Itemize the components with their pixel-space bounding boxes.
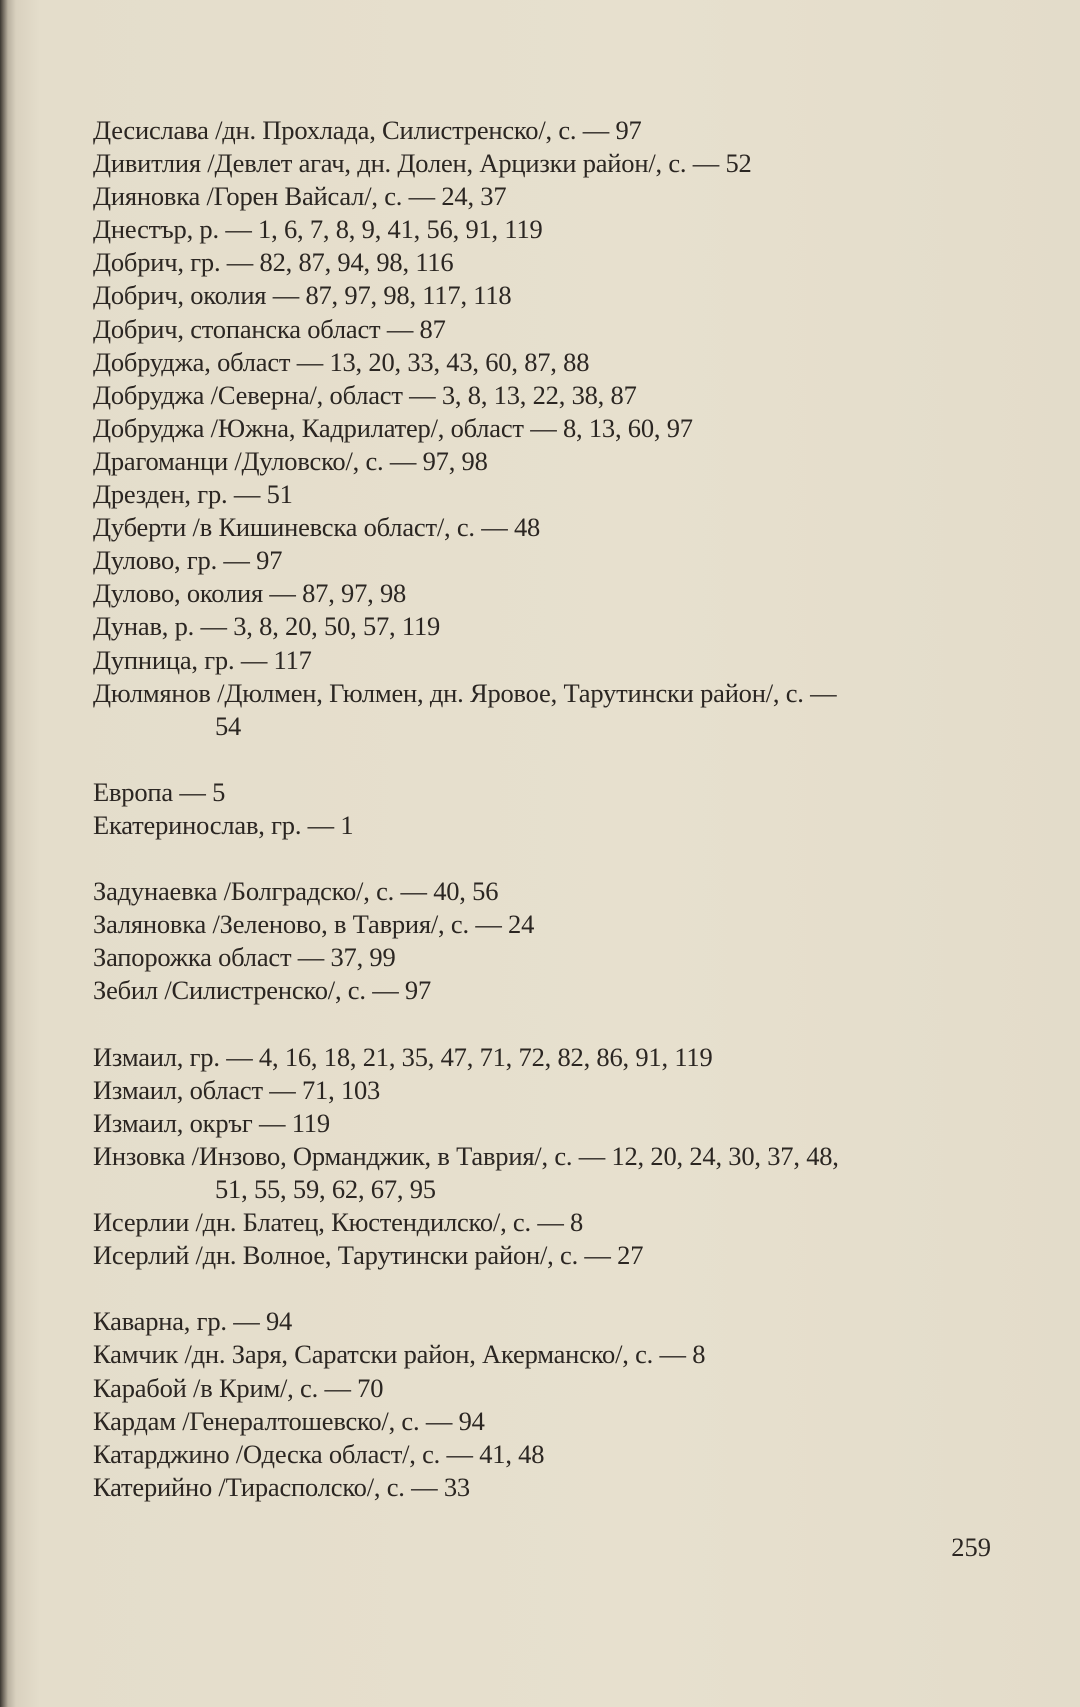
index-entry: Измаил, окръг — 119 <box>93 1107 330 1138</box>
index-entry: Исерлий /дн. Волное, Тарутински район/, с. — 27 <box>93 1240 644 1271</box>
index-entry: Добруджа /Южна, Кадрилатер/, област — 8, 13, 60, 97 <box>93 412 693 443</box>
index-entry: Дунав, р. — 3, 8, 20, 50, 57, 119 <box>93 611 441 642</box>
index-entry: Драгоманци /Дуловско/, с. — 97, 98 <box>93 445 488 476</box>
index-entry: Карабой /в Крим/, с. — 70 <box>93 1372 384 1403</box>
index-entry: Европа — 5 <box>93 776 226 807</box>
index-entry: Дупница, гр. — 117 <box>93 644 312 675</box>
index-entry: Каварна, гр. — 94 <box>93 1306 293 1337</box>
index-entry: Измаил, гр. — 4, 16, 18, 21, 35, 47, 71, 72, 82, 86, 91, 119 <box>93 1041 713 1072</box>
index-entry: Запорожка област — 37, 99 <box>93 942 396 973</box>
page-number: 259 <box>951 1532 991 1562</box>
index-entry: Дулово, околия — 87, 97, 98 <box>93 578 407 609</box>
index-entry: Катарджино /Одеска област/, с. — 41, 48 <box>93 1438 545 1469</box>
index-entry: Добрич, стопанска област — 87 <box>93 313 446 344</box>
index-entry: Инзовка /Инзово, Орманджик, в Таврия/, с. — 12, 20, 24, 30, 37, 48, <box>93 1140 839 1171</box>
index-entry: Кардам /Генералтошевско/, с. — 94 <box>93 1405 485 1436</box>
index-entry-continuation: 51, 55, 59, 62, 67, 95 <box>215 1174 436 1204</box>
index-entry: Дияновка /Горен Вайсал/, с. — 24, 37 <box>93 181 507 212</box>
index-entry: Дулово, гр. — 97 <box>93 545 283 576</box>
index-entry: Добруджа, област — 13, 20, 33, 43, 60, 87, 88 <box>93 346 590 377</box>
index-entry: Днестър, р. — 1, 6, 7, 8, 9, 41, 56, 91, 119 <box>93 214 543 245</box>
index-section <box>93 776 1013 842</box>
index-entry: Заляновка /Зеленово, в Таврия/, с. — 24 <box>93 909 535 940</box>
index-entry: Екатеринослав, гр. — 1 <box>93 809 354 840</box>
index-entry: Дивитлия /Девлет агач, дн. Долен, Арцизки район/, с. — 52 <box>93 148 752 179</box>
index-entry: Десислава /дн. Прохлада, Силистренско/, с. — 97 <box>93 115 642 145</box>
index-section <box>93 1041 1013 1273</box>
index-section <box>93 875 1013 1007</box>
section-gap <box>93 1272 1013 1305</box>
index-section <box>93 114 1013 743</box>
index-entry: Камчик /дн. Заря, Саратски район, Акерманско/, с. — 8 <box>93 1339 706 1370</box>
index-section <box>93 1305 1013 1504</box>
index-entry: Исерлии /дн. Блатец, Кюстендилско/, с. — 8 <box>93 1207 584 1238</box>
index-entry: Зебил /Силистренско/, с. — 97 <box>93 975 432 1006</box>
section-gap <box>93 743 1013 776</box>
section-gap <box>93 1008 1013 1041</box>
index-entry: Добруджа /Северна/, област — 3, 8, 13, 22, 38, 87 <box>93 379 637 410</box>
section-gap <box>93 842 1013 875</box>
index-entry: Измаил, област — 71, 103 <box>93 1074 381 1105</box>
index-entry: Добрич, околия — 87, 97, 98, 117, 118 <box>93 280 512 311</box>
index-entry: Задунаевка /Болградско/, с. — 40, 56 <box>93 876 499 907</box>
index-entry: Дрезден, гр. — 51 <box>93 479 293 510</box>
index-entry: Дуберти /в Кишиневска област/, с. — 48 <box>93 512 541 543</box>
index-entry: Катерийно /Тирасполско/, с. — 33 <box>93 1471 470 1502</box>
index-list <box>93 114 1013 1504</box>
index-entry: Добрич, гр. — 82, 87, 94, 98, 116 <box>93 247 454 278</box>
index-entry: Дюлмянов /Дюлмен, Гюлмен, дн. Яровое, Тарутински район/, с. — <box>93 677 837 708</box>
index-entry-continuation: 54 <box>215 710 242 741</box>
